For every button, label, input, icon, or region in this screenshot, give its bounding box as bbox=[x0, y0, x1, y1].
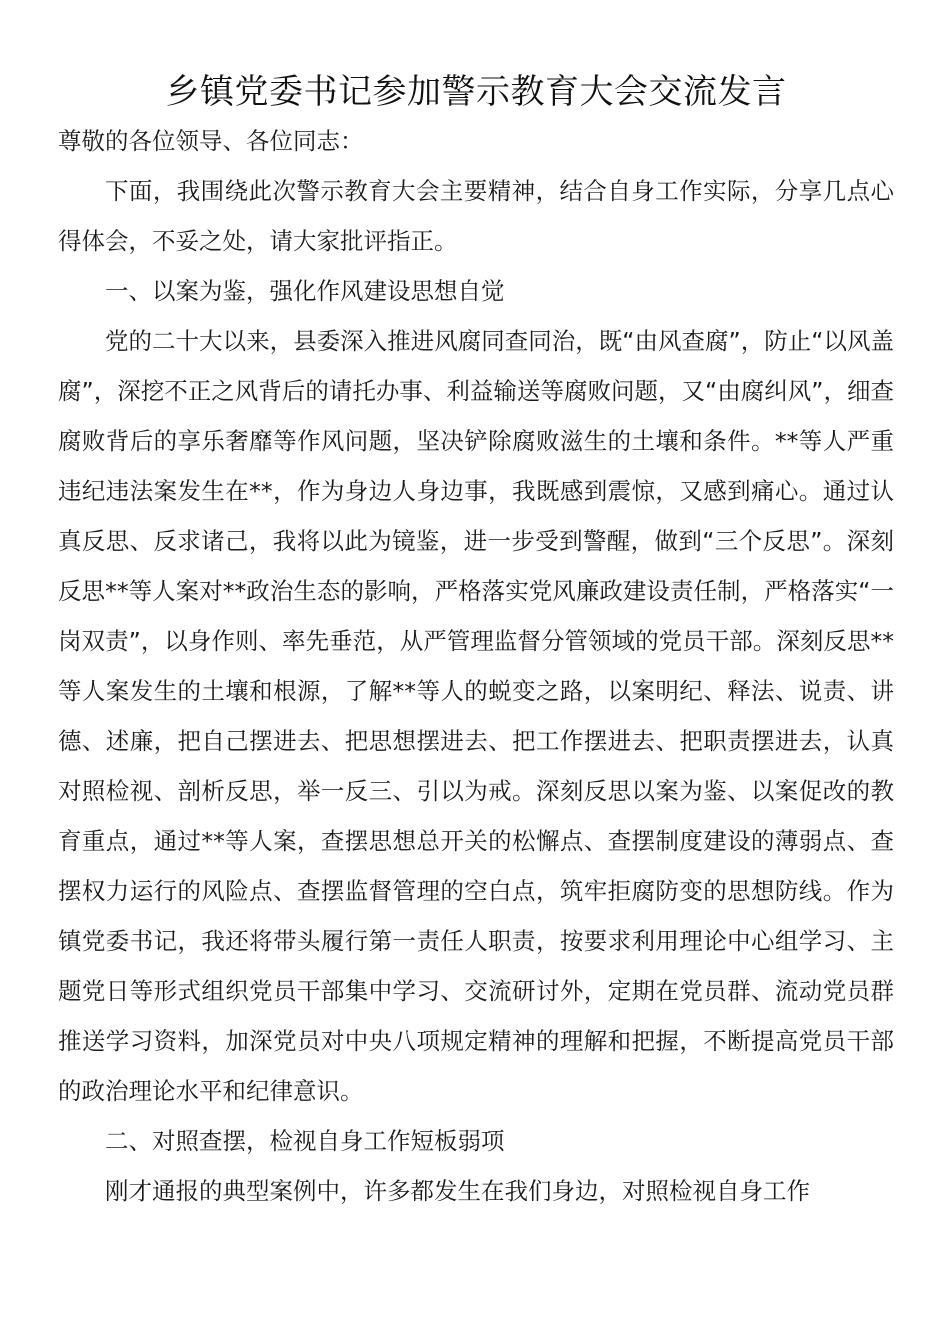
document-page bbox=[58, 0, 894, 1216]
section-2-heading: 二、对照查摆，检视自身工作短板弱项 bbox=[105, 1127, 505, 1155]
intro-paragraph: 下面，我围绕此次警示教育大会主要精神，结合自身工作实际，分享几点心得体会，不妥之处，请大家批评指正。 bbox=[58, 177, 894, 255]
document-title: 乡镇党委书记参加警示教育大会交流发言 bbox=[165, 72, 787, 112]
salutation: 尊敬的各位领导、各位同志： bbox=[58, 127, 364, 155]
section-1-heading: 一、以案为鉴，强化作风建设思想自觉 bbox=[105, 277, 505, 305]
section-1-paragraph: 党的二十大以来，县委深入推进风腐同查同治，既“由风查腐”，防止“以风盖腐”，深挖不正之风背后的请托办事、利益输送等腐败问题，又“由腐纠风”，细查腐败背后的享乐奢靡等作风问题，坚决铲除腐败滋生的土壤和条件。**等人严重违纪违法案发生在**，作为身边人身边事，我既感到震惊，又感到痛心。通过认真反思、反求诸己，我将以此为镜鉴，进一步受到警醒，做到“三个反思”。深刻反思**等人案对**政治生态的影响，严格落实党风廉政建设责任制，严格落实“一岗双责”，以身作则、率先垂范，从严管理监督分管领域的党员干部。深刻反思**等人案发生的土壤和根源，了解**等人的蜕变之路，以案明纪、释法、说责、讲德、述廉，把自己摆进去、把思想摆进去、把工作摆进去、把职责摆进去，认真对照检视、剖析反思，举一反三、引以为戒。深刻反思以案为鉴、以案促改的教育重点，通过**等人案，查摆思想总开关的松懈点、查摆制度建设的薄弱点、查摆权力运行的风险点、查摆监督管理的空白点，筑牢拒腐防变的思想防线。作为镇党委书记，我还将带头履行第一责任人职责，按要求利用理论中心组学习、主题党日等形式组织党员干部集中学习、交流研讨外，定期在党员群、流动党员群推送学习资料，加深党员对中央八项规定精神的理解和把握，不断提高党员干部的政治理论水平和纪律意识。 bbox=[58, 327, 894, 1105]
section-2-paragraph: 刚才通报的典型案例中，许多都发生在我们身边，对照检视自身工作 bbox=[105, 1177, 810, 1205]
